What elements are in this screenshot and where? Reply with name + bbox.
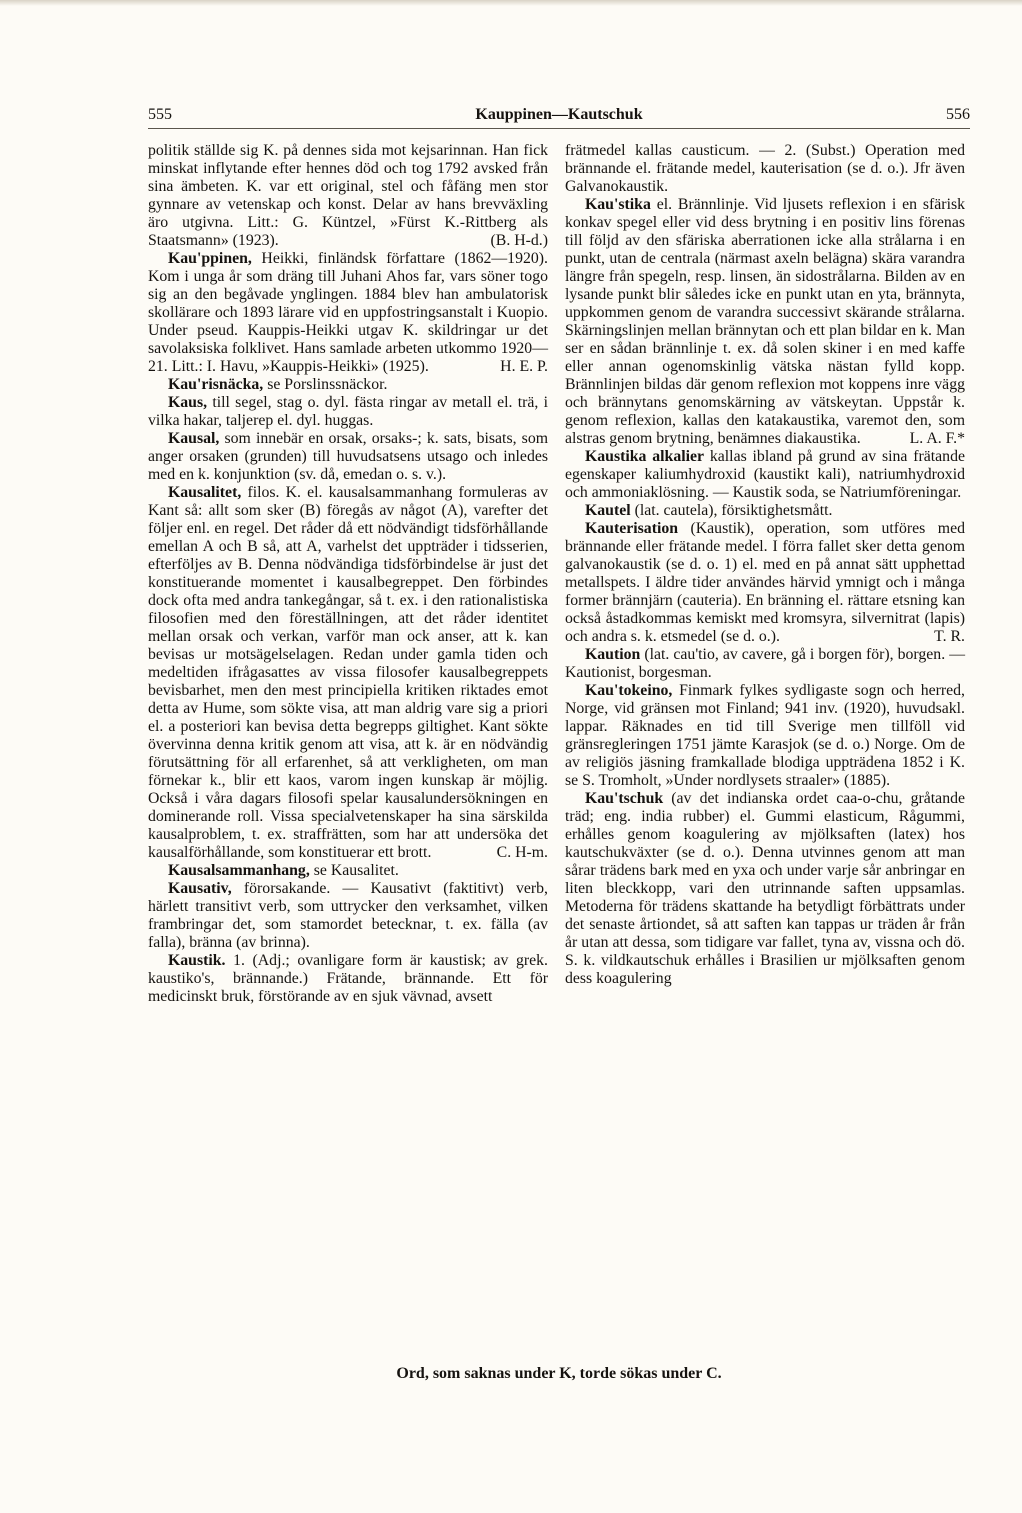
running-title: Kauppinen—Kautschuk	[475, 106, 643, 123]
dictionary-entry	[148, 952, 548, 1006]
entry-text: se Kausalitet.	[313, 862, 399, 879]
dictionary-entry	[565, 682, 965, 790]
entry-text: politik ställde sig K. på dennes sida mot kejsarinnan. Han fick minskat inflytande efter hennes död och tog 1792 avsked från sina ämbeten. K. var ett original, stel och fåfäng men stor gynnare av vetenskap och konst. Delar av hans brevväxling äro utgivna. Litt.: G. Küntzel, »Fürst K.-Rittberg als Staatsmann» (1923).	[148, 142, 548, 249]
dictionary-entry	[565, 448, 965, 502]
author-signature: T. R.	[934, 628, 965, 645]
entry-headword: Kausalsammanhang,	[168, 862, 310, 879]
entry-headword: Kaustika alkalier	[585, 448, 705, 465]
page-edge	[0, 0, 1022, 6]
entry-headword: Kau'tschuk	[585, 790, 664, 807]
entry-headword: Kausativ,	[168, 880, 232, 897]
dictionary-entry	[148, 862, 548, 880]
author-signature: L. A. F.*	[909, 430, 965, 447]
left-page-number: 555	[148, 106, 172, 123]
dictionary-entry	[565, 646, 965, 682]
entry-text: filos. K. el. kausalsammanhang formuleras av Kant så: allt som sker (B) föregås av något (A), varefter det följer enl. en regel. Det råder då ett nödvändigt tidsförhållande emellan A och B så, att A, varhelst det uppträder i tidsserien, efterföljes av B. Denna nödvändiga tidsförbindelse är just det konstituerande momentet i kausalbegreppet. Den förbindes dock ofta med andra tankegångar, så t. ex. i den rationalistiska filosofien med den föreställningen, att det råder identitet mellan orsak och verkan, varför man ock anser, att k. kan bevisas ur motsägelselagen. Redan under gamla tiden och medeltiden ifrågasattes av vissa filosofer kausalbegreppets bevisbarhet, men den mest principiella kritiken riktades emot detta av Hume, som sökte visa, att man aldrig vare sig a priori el. a posteriori kan bevisa detta begrepps giltighet. Kant sökte övervinna denna kritik genom att visa, att k. är en nödvändig förutsättning för all erfarenhet, så att verkligheten, om man förnekar k., blir ett kaos, varom ingen kunskap är möjlig. Också i våra dagars filosofi spelar kausalundersökningen en dominerande roll. Vissa specialvetenskaper ha sina särskilda kausalproblem, t. ex. straffrätten, som har att undersöka det kausalförhållande, som konstituerar ett brott.	[148, 484, 548, 861]
dictionary-entry	[565, 502, 965, 520]
entry-text: förorsakande. — Kausativt (faktitivt) verb, härlett transitivt verb, som uttrycker den verksamhet, vilken frambringar det, som stamordet betecknar, t. ex. fälla (av falla), bränna (av brinna).	[148, 880, 549, 951]
running-header	[148, 106, 970, 128]
entry-text: kallas ibland på grund av sina frätande egenskaper kaliumhydroxid (kaustikt kali), natriumhydroxid och ammoniaklösning. — Kaustik soda, se Natriumföreningar.	[565, 448, 965, 501]
dictionary-entry	[148, 142, 548, 250]
entry-text: (lat. cau'tio, av cavere, gå i borgen för), borgen. — Kautionist, borgesman.	[565, 646, 965, 681]
footer-note: Ord, som saknas under K, torde sökas under C.	[396, 1365, 722, 1382]
entry-text: Finmark fylkes sydligaste sogn och herred, Norge, vid gränsen mot Finland; 941 inv. (1920), huvudsakl. lappar. Räknades en tid till Sverige men tillföll vid gränsregleringen 1751 jämte Karasjok (se d. o.) Norge. Om de av religiös jäsning framkallade blodiga uppträdena 1852 i K. se S. Tromholt, »Under nordlysets straaler» (1885).	[565, 682, 965, 789]
dictionary-entry	[565, 196, 965, 448]
entry-headword: Kaution	[585, 646, 641, 663]
entry-text: el. Brännlinje. Vid ljusets reflexion i en sfärisk konkav spegel eller vid dess brytning i en positiv lins förenas till följd av den sfäriska aberrationen icke alla strålarna i en punkt, utan de centrala (närmast axeln belägna) skära varandra längre från spegeln, resp. linsen, än sidostrålarna. Bilden av en lysande punkt blir således icke en punkt utan en yta, brännyta, uppkommen genom de varandra successivt skärande strålarna. Skärningslinjen mellan brännytan och ett plan bildar en k. Man ser en sådan brännlinje t. ex. då solen skiner i en med kaffe eller annan ogenomskinlig vätska nästan fylld kopp. Brännlinjen bildas där genom reflexion mot koppens inre vägg och brännytans genomskärning av vätskeytan. Uppstår k. genom reflexion, kallas den katakaustika, varemot den, som alstras genom brytning, benämnes diakaustika.	[565, 196, 966, 447]
dictionary-entry	[148, 376, 548, 394]
entry-headword: Kausal,	[168, 430, 220, 447]
entry-headword: Kautel	[585, 502, 631, 519]
entry-headword: Kaus,	[168, 394, 208, 411]
dictionary-entry	[565, 142, 965, 196]
entry-text: som innebär en orsak, orsaks-; k. sats, bisats, som anger orsaken (grunden) till huvudsatsens utsago och inledes med en k. konjunktion (sv. då, emedan o. s. v.).	[148, 430, 548, 483]
dictionary-entry	[148, 394, 548, 430]
entry-text: Heikki, finländsk författare (1862—1920). Kom i unga år som dräng till Juhani Ahos far, vars söner togo sig an den begåvade ynglingen. 1884 blev han ambulatorisk skollärare och 1893 lärare vid en uppfostringsanstalt i Kuopio. Under pseud. Kauppis-Heikki utgav K. skildringar ur det savolaksiska folklivet. Hans samlade arbeten utkommo 1920—21. Litt.: I. Havu, »Kauppis-Heikki» (1925).	[148, 250, 548, 375]
entry-headword: Kau'risnäcka,	[168, 376, 264, 393]
right-page-number: 556	[946, 106, 970, 123]
left-column	[148, 142, 548, 1006]
entry-text: (Kaustik), operation, som utföres med brännande eller frätande medel. I förra fallet sker detta genom galvanokaustik (se d. o. 1) el. med en på annat sätt upphettad metallspets. I äldre tider användes härvid ymnigt och i många former brännjärn (cauteria). En bränning el. rättare etsning kan också åstadkommas kemiskt med kromsyra, silvernitrat (lapis) och andra s. k. etsmedel (se d. o.).	[565, 520, 965, 645]
entry-headword: Kau'tokeino,	[585, 682, 673, 699]
entry-text: till segel, stag o. dyl. fästa ringar av metall el. trä, i vilka hakar, taljerep el. dyl. huggas.	[148, 394, 549, 429]
entry-headword: Kau'stika	[585, 196, 651, 213]
dictionary-entry	[565, 520, 965, 646]
dictionary-entry	[148, 484, 548, 862]
entry-headword: Kauterisation	[585, 520, 679, 537]
entry-text: (lat. cautela), försiktighetsmått.	[634, 502, 833, 519]
entry-text: frätmedel kallas causticum. — 2. (Subst.) Operation med brännande el. frätande medel, kauterisation (se d. o.). Jfr även Galvanokaustik.	[565, 142, 965, 195]
dictionary-entry	[148, 880, 548, 952]
entry-text: (av det indianska ordet caa-o-chu, gråtande träd; eng. india rubber) el. Gummi elasticum, Rågummi, erhålles genom koagulering av mjölksaften (latex) hos kautschukväxter (se d. o.). Denna utvinnes genom att man sårar trädens bark med en yxa och under varje sår anbringar en liten bleckkopp, vari den utrinnande saften uppsamlas. Metoderna för trädens skattande ha betydligt förbättrats under det senaste årtiondet, så att saften kan tappas ur träden år från år utan att dessa, som tidigare var fallet, tyna av, vissna och dö. S. k. vildkautschuk erhålles i Brasilien ur mjölksaften genom dess koagulering	[565, 790, 965, 987]
dictionary-entry	[565, 790, 965, 988]
entry-text: se Porslinssnäckor.	[267, 376, 388, 393]
entry-headword: Kausalitet,	[168, 484, 242, 501]
dictionary-entry	[148, 250, 548, 376]
right-column	[565, 142, 965, 988]
header-rule	[148, 128, 970, 129]
dictionary-entry	[148, 430, 548, 484]
author-signature: H. E. P.	[500, 358, 548, 375]
entry-headword: Kaustik.	[168, 952, 226, 969]
author-signature: C. H-m.	[496, 844, 548, 861]
entry-headword: Kau'ppinen,	[168, 250, 252, 267]
author-signature: (B. H-d.)	[490, 232, 548, 249]
entry-text: 1. (Adj.; ovanligare form är kaustisk; av grek. kaustiko's, brännande.) Frätande, brännande. Ett för medicinskt bruk, förstörande av en sjuk vävnad, avsett	[148, 952, 548, 1005]
